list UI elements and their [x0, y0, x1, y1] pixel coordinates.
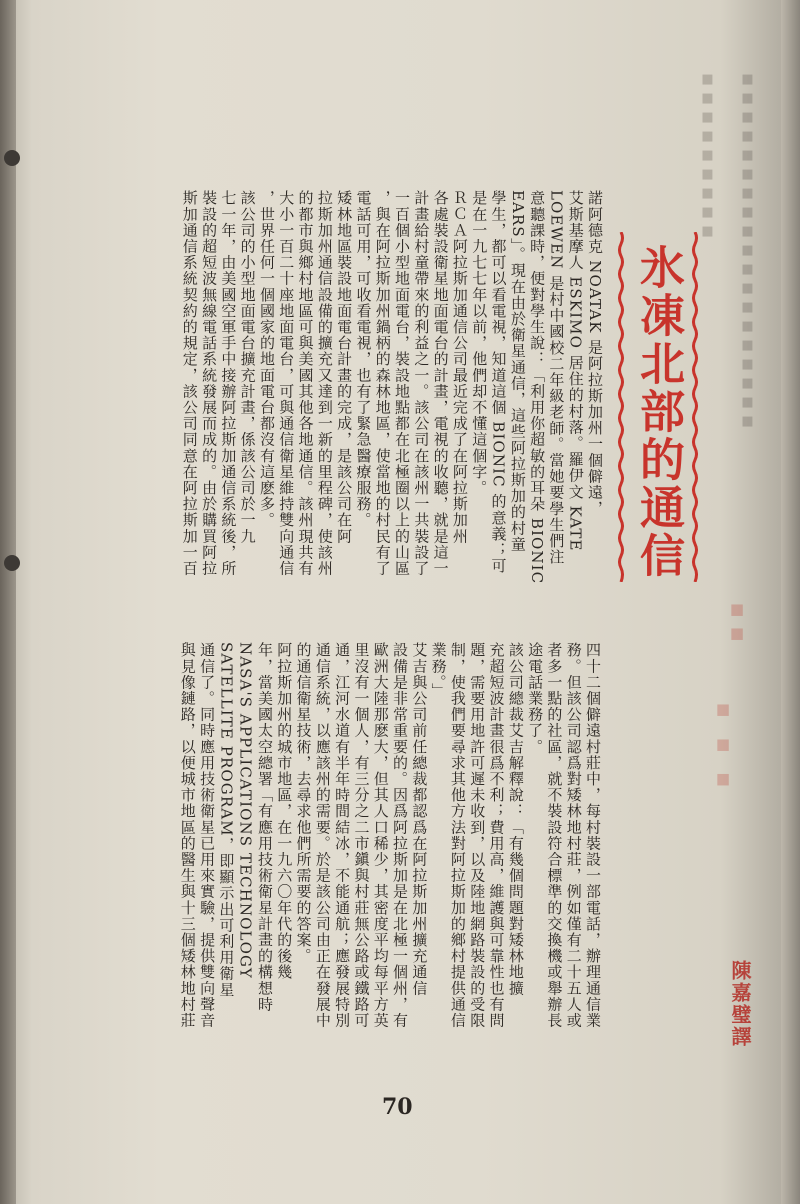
- text-column: 通信系統，以應該州的需要。於是該公司由正在發展中: [313, 642, 332, 1029]
- article-title: 氷凍北部的通信: [632, 244, 685, 580]
- text-column: 學生，都可以看電視，知道這個 BIONIC 的意義；可: [489, 190, 508, 575]
- text-column: 大小一百二十座地面電台，可與通信衛星維持雙向通信: [277, 190, 296, 577]
- text-column: 拉斯加州通信設備的擴充又達到一新的里程碑，使該州: [315, 190, 334, 577]
- text-column: SATELLITE PROGRAM，即顯示出可利用衛星: [217, 642, 236, 998]
- text-column: 該公司的小型地面電台擴充計畫，係該公司於一九: [238, 190, 257, 545]
- title-block: [618, 232, 698, 582]
- binding-hole: [4, 150, 20, 166]
- text-column: 途電話業務了。: [526, 642, 545, 755]
- text-column: 務。但該公司認爲對矮林地村莊，例如僅有二十五人或: [564, 642, 583, 1029]
- text-column: 電話可用，可收看電視，也有了緊急醫療服務。: [354, 190, 373, 529]
- text-column: 計畫給村童帶來的利益之一。該公司在該州一共裝設了: [412, 190, 431, 577]
- text-column: ，與在阿拉斯加州鍋柄的森林地區，使當地的村民有了: [373, 190, 392, 577]
- text-column: NASA'S APPLICATIONS TECHNOLOGY: [236, 642, 255, 979]
- text-column: 艾吉與公司前任總裁都認爲在阿拉斯加州擴充通信: [410, 642, 429, 997]
- show-through-text: ■■: [728, 600, 746, 648]
- show-through-text: ■■■■■■■■■: [700, 72, 715, 243]
- text-column: 者多一點的社區，就不裝設符合標準的交換機或舉辦長: [545, 642, 564, 1029]
- text-column: 矮林地區裝設地面電台計畫的完成，是該公司在阿: [335, 190, 354, 545]
- text-column: 年，當美國太空總署「有應用技術衛星計畫的構想時: [255, 642, 274, 1013]
- text-column: 七一年，由美國空軍手中接辦阿拉斯加通信系統後，所: [219, 190, 238, 577]
- text-column: 意聽課時，便對學生說：「利用你超敏的耳朵 BIONIC: [528, 190, 547, 585]
- right-wavy-rule: [692, 232, 698, 582]
- left-wavy-rule: [618, 232, 624, 582]
- binding-hole: [4, 555, 20, 571]
- text-column: 設備是非常重要的。因爲阿拉斯加是在北極一個州，有: [391, 642, 410, 1029]
- text-column: 一百個小型地面電台，裝設地點都在北極圈以上的山區: [393, 190, 412, 577]
- text-column: 四十二個僻遠村莊中，每村裝設一部電話，辦理通信業: [584, 642, 602, 1029]
- text-column: 通信了。同時應用技術衛星已用來實驗，提供雙向聲音: [198, 642, 217, 1029]
- text-column: 該公司總裁艾吉解釋說：「有幾個問題對矮林地擴: [506, 642, 525, 997]
- text-column: 各處裝設衛星地面電台的計畫，電視的收聽，就是這一: [431, 190, 450, 577]
- text-column: 制，使我們要尋求其他方法對阿拉斯加的鄉村提供通信: [448, 642, 467, 1029]
- body-text-lower: [90, 642, 602, 1082]
- text-column: EARS」。現在由於衛星通信，這些阿拉斯加的村童: [508, 190, 527, 553]
- text-column: 艾斯基摩人 ESKIMO 居住的村落。羅伊文 KATE: [566, 190, 585, 552]
- text-column: 的都市與鄉村地區可與美國其他各地通信。該州現共有: [296, 190, 315, 577]
- text-column: 諾阿德克 NOATAK 是阿拉斯加州一個僻遠，: [586, 190, 604, 517]
- show-through-text: ■ ■ ■: [714, 700, 732, 794]
- text-column: 與見像鏈路，以便城市地區的醫生與十三個矮林地村莊: [178, 642, 197, 1029]
- text-column: ＲＣＡ阿拉斯加通信公司最近完成了在阿拉斯加州: [450, 190, 469, 545]
- text-column: 充超短波計畫很爲不利；費用高，維護與可靠性也有問: [487, 642, 506, 1029]
- body-text-upper: [92, 190, 604, 610]
- text-column: 題，需要用地許可遲未收到，以及陸地網路裝設的受限: [468, 642, 487, 1029]
- show-through-text: ■■■■■■■■■■■■■■■■■■■: [740, 72, 755, 433]
- text-column: 的通信衛星技術，去尋求他們所需要的答案。: [294, 642, 313, 964]
- text-column: 裝設的超短波無線電話系統發展而成的。由於購買阿拉: [200, 190, 219, 577]
- text-column: 斯加通信系統契約的規定，該公司同意在阿拉斯加一百: [180, 190, 199, 577]
- text-column: 是在一九七七年以前，他們却不懂這個字。: [470, 190, 489, 496]
- adjacent-page-edge: [781, 0, 800, 1204]
- text-column: 通，江河水道有半年時間結冰，不能通航；應發展特別: [333, 642, 352, 1029]
- translator-credit: 陳嘉璧譯: [728, 960, 752, 1048]
- text-column: 里沒有一個人，有三分之二市鎭與村莊無公路或鐵路可: [352, 642, 371, 1029]
- text-column: ，世界任何一個國家的地面電台都沒有這麽多。: [257, 190, 276, 529]
- text-column: 阿拉斯加州的城市地區，在一九六〇年代的後幾: [275, 642, 294, 981]
- text-column: LOEWEN 是村中國校二年級老師。當她要學生們注: [547, 190, 566, 565]
- page-number: 70: [382, 1094, 413, 1120]
- text-column: 業務。」: [429, 642, 448, 699]
- text-column: 歐洲大陸那麽大，但其人口稀少，其密度平均每平方英: [371, 642, 390, 1029]
- binding-spine: [0, 0, 16, 1204]
